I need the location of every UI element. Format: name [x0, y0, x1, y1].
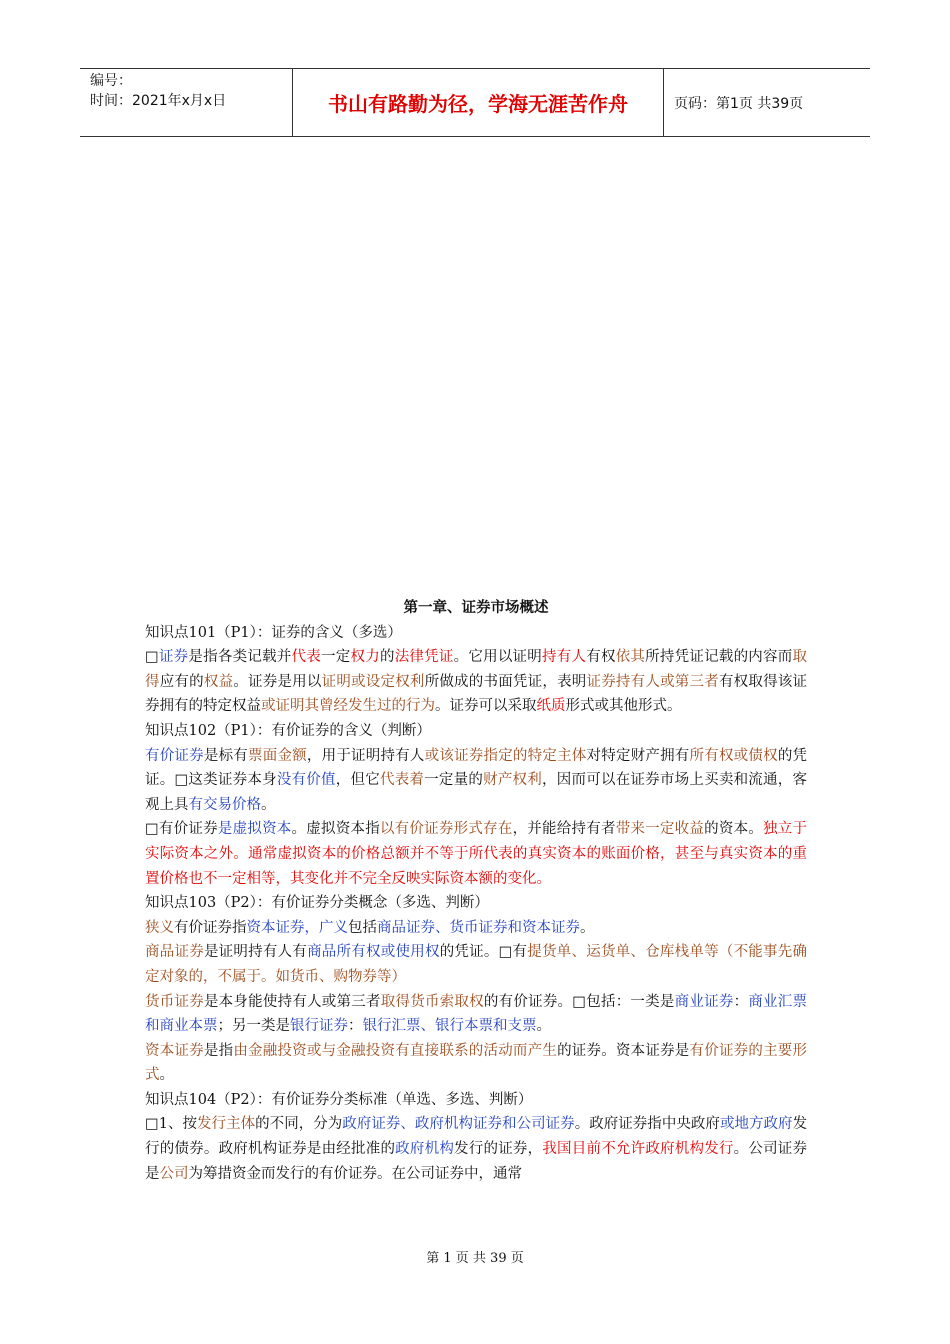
document-number-label: 编号： — [90, 73, 132, 89]
knowledge-point-heading: 知识点104（P2）：有价证券分类标准（单选、多选、判断） — [145, 1091, 533, 1108]
chapter-title: 第一章、证券市场概述 — [403, 599, 549, 616]
paragraph-kp101: □证券是指各类记载并代表一定权力的法律凭证。它用以证明持有人有权依其所持凭证记载的内容而取得应有的权益。证券是用以证明或设定权利所做成的书面凭证，表明证券持有人或第三者有权取得该证券拥有的特定权益或证明其曾经发生过的行为。证券可以采取纸质形式或其他形式。 — [145, 649, 808, 715]
paragraph-kp102-b: □有价证券是虚拟资本。虚拟资本指以有价证券形式存在，并能给持有者带来一定收益的资本。独立于实际资本之外。通常虚拟资本的价格总额并不等于所代表的真实资本的账面价格，甚至与真实资本的重置价格也不一定相等，其变化并不完全反映实际资本额的变化。 — [145, 821, 808, 887]
page-footer: 第 1 页 共 39 页 — [426, 1251, 524, 1266]
paragraph-kp103-d: 资本证券是指由金融投资或与金融投资有直接联系的活动而产生的证券。资本证券是有价证券的主要形式。 — [145, 1042, 808, 1084]
paragraph-kp102-a: 有价证券是标有票面金额，用于证明持有人或该证券指定的特定主体对特定财产拥有所有权或债权的凭证。□这类证券本身没有价值，但它代表着一定量的财产权利，因而可以在证券市场上买卖和流通，客观上具有交易价格。 — [145, 747, 808, 813]
knowledge-point-heading: 知识点101（P1）：证券的含义（多选） — [145, 624, 402, 641]
paragraph-kp104: □1、按发行主体的不同，分为政府证券、政府机构证券和公司证券。政府证券指中央政府或地方政府发行的债券。政府机构证券是由经批准的政府机构发行的证券，我国目前不允许政府机构发行。公司证券是公司为筹措资金而发行的有价证券。在公司证券中，通常 — [145, 1116, 808, 1182]
paragraph-kp103-a: 狭义有价证券指资本证券，广义包括商品证券、货币证券和资本证券。 — [145, 919, 595, 936]
header-meta — [80, 69, 293, 136]
knowledge-point-heading: 知识点102（P1）：有价证券的含义（判断） — [145, 722, 431, 739]
paragraph-kp103-c: 货币证券是本身能使持有人或第三者取得货币索取权的有价证券。□包括：一类是商业证券：商业汇票和商业本票；另一类是银行证券：银行汇票、银行本票和支票。 — [145, 993, 808, 1035]
header-page-info: 页码：第1页 共39页 — [674, 95, 804, 112]
paragraph-kp103-b: 商品证券是证明持有人有商品所有权或使用权的凭证。□有提货单、运货单、仓库栈单等（不能事先确定对象的，不属于。如货币、购物券等） — [145, 944, 808, 985]
document-body — [145, 596, 807, 1186]
knowledge-point-heading: 知识点103（P2）：有价证券分类概念（多选、判断） — [145, 895, 489, 912]
document-time-label: 时间：2021年x月x日 — [90, 93, 227, 109]
header-motto: 书山有路勤为径，学海无涯苦作舟 — [293, 69, 664, 136]
page-header — [80, 68, 870, 137]
